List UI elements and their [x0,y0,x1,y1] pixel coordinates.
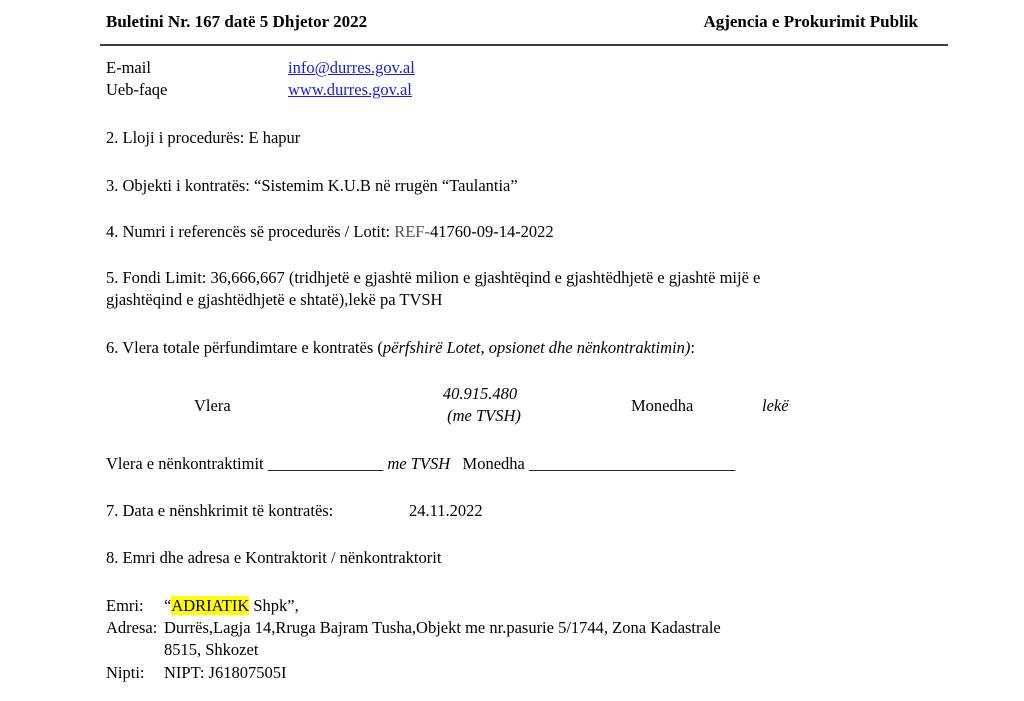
subcontract-label: Vlera e nënkontraktimit [106,454,268,473]
bulletin-title: Buletini Nr. 167 datë 5 Dhjetor 2022 [106,12,368,31]
reference-prefix: REF- [394,222,430,241]
signing-date: 24.11.2022 [409,501,483,520]
web-label: Ueb-faqe [106,80,168,99]
nipt-value: NIPT: J61807505I [164,663,287,682]
header-divider [100,44,948,46]
currency-value: lekë [762,396,789,415]
page-header [106,12,918,36]
currency-label: Monedha [631,396,694,415]
email-label: E-mail [106,58,151,77]
procedure-type: 2. Lloji i procedurës: E hapur [106,128,301,147]
total-value-note: përfshirë Lotet, opsionet dhe nënkontraktimin) [382,338,691,357]
subcontract-vat: me TVSH [383,454,451,473]
reference-code: 41760-09-14-2022 [429,222,554,241]
signing-date-label: 7. Data e nënshkrimit të kontratës: [106,501,334,520]
total-value-label: 6. Vlera totale përfundimtare e kontratës ( [106,338,383,357]
contractor-name-highlight: ADRIATIK [171,596,250,615]
limit-fund-line2: gjashtëqind e gjashtëdhjetë e shtatë),lekë pa TVSH [106,290,443,309]
reference-label: 4. Numri i referencës së procedurës / Lotit: [106,222,395,241]
total-value-heading [106,338,695,358]
agency-name: Agjencia e Prokurimit Publik [703,12,918,31]
subcontract-value-line [106,454,735,474]
name-open-quote: “ [164,596,172,615]
nipt-label: Nipti: [106,663,145,682]
contractor-name-label: Emri: [106,596,144,615]
value-amount: 40.915.480 [442,384,518,403]
email-link[interactable]: info@durres.gov.al [288,58,415,77]
contractor-name [164,596,299,616]
website-link[interactable]: www.durres.gov.al [288,80,412,99]
contractor-name-rest: Shpk”, [249,596,299,615]
contract-object: 3. Objekti i kontratës: “Sistemim K.U.B në rrugën “Taulantia” [106,176,518,195]
limit-fund-line1: 5. Fondi Limit: 36,666,667 (tridhjetë e gjashtë milion e gjashtëqind e gjashtëdhjetë e gjashtë mijë e [106,268,761,287]
address-line1: Durrës,Lagja 14,Rruga Bajram Tusha,Objekt me nr.pasurie 5/1744, Zona Kadastrale [164,618,721,637]
value-vat-note: (me TVSH) [447,406,521,425]
contractor-heading: 8. Emri dhe adresa e Kontraktorit / nënkontraktorit [106,548,442,567]
subcontract-currency-label: Monedha [450,454,529,473]
reference-number [106,222,554,242]
total-value-colon: : [690,338,695,357]
subcontract-blank: ______________ [267,454,384,473]
address-label: Adresa: [106,618,158,637]
address-line2: 8515, Shkozet [164,640,259,659]
value-label: Vlera [194,396,231,415]
subcontract-currency-blank: _________________________ [529,454,736,473]
